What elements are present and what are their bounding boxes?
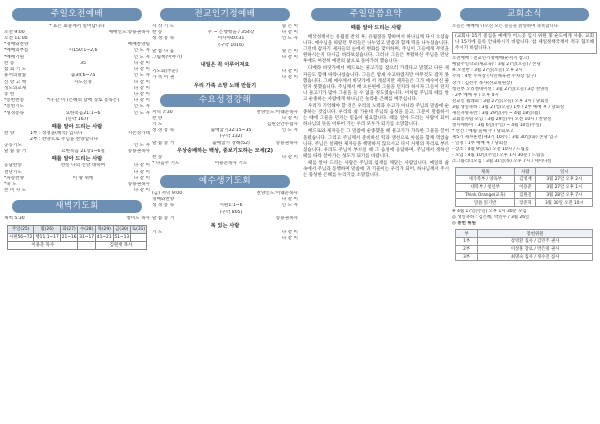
table-cell [131, 233, 147, 241]
table-cell: 김원재 목사 [95, 241, 146, 249]
table-cell: 김원진 [515, 191, 536, 199]
table-cell: 부 [456, 230, 478, 238]
dawn-leader: 창미도 목사 [126, 216, 150, 222]
order-row: 성도의교제 다 같 이 [4, 85, 150, 91]
table-cell: 3월 28일 오후 7시 [536, 191, 593, 199]
dawn-prayer-header: 새벽기도회 [12, 200, 142, 213]
friday-order [152, 197, 298, 222]
family-order [152, 24, 298, 61]
table-cell: 장영환 집사 / 김민주 권사 [478, 238, 593, 246]
table-cell: 목(29) [95, 225, 113, 233]
table-cell: 31~17 [79, 234, 95, 240]
order-row: *성경봉독 요한복음21:1~6 인 도 자 [4, 110, 150, 116]
order-of-service [4, 42, 150, 116]
news-item: 3월 생일축하 : 3월 27일(오늘) 1부 / 2부 예배 후 / 당회실 [452, 104, 565, 110]
sermon-summary-column [303, 8, 449, 180]
wednesday-after [152, 155, 298, 167]
table-cell: 금(30) [113, 225, 131, 233]
news-item: 오전예배 : 전교인기정예배(순서지 참고) [452, 56, 529, 62]
table-cell: 51~13 [114, 234, 130, 240]
friday-title: 복 있는 사람 [210, 223, 240, 230]
sermon-row: 말 씀 증 거 요한복음 21장1~6절 송용권목사 [4, 149, 150, 155]
table-cell: 3월 27일 오후 2시 [536, 175, 593, 183]
order-row: 찬 양 다 같 이 [152, 115, 298, 121]
table-cell: 김영재 [515, 175, 536, 183]
order-row: *예배기원 인 도 자 [4, 54, 150, 60]
church-news-header: 교회소식 [460, 8, 589, 21]
order-row: *경배와찬양 예배찬양팀 [4, 42, 150, 48]
order-row: 찬 송 35 다 같 이 [4, 60, 150, 66]
order-row: *봉헌기도 인 도 자 [4, 104, 150, 110]
sermon-title-upper: 때를 알아 드리는 사람 [51, 123, 103, 130]
table-cell: 행11:1~17 [35, 235, 59, 241]
anthem-label: 찬 양 [4, 130, 15, 136]
summary-paragraph: 우리가 기억해야 할 것은 우리의 노력과 수고가 아니라 주님의 말씀에 순종하는 것입니다. 우리의 삶 가운데 주님의 음성을 듣고, 그분이 말씀하시는 때에 그물을 던지는 믿음이 필요합니다. 때를 알아 드리는 사람이 되어 하나님의 뜻을 이루어 가는 우리 모두가 되기를 소망합니다. [303, 104, 449, 128]
table-cell: 3월 30일 오전 10시 [536, 199, 593, 207]
order-row: 성 경 봉 독 출애굽기32:15~35 인 도 자 [152, 128, 298, 134]
anthem-line-1: 1부 : 성경을(해석) 입니다 [30, 130, 83, 136]
order-row: 신 앙 고 백 사도신경 다 같 이 [4, 79, 150, 85]
table-cell: 토(31) [131, 227, 146, 233]
choir-name: 시온성가대 [127, 130, 150, 136]
wednesday-order [152, 116, 298, 147]
order-row: 응답찬송 찬송 나의 신앙 대하여 다 같 이 [4, 163, 150, 169]
table-cell: 41~21 [96, 234, 112, 240]
table-cell: 장준혁 [515, 199, 536, 207]
news-item: 새신자양육반 : 3월 29일(수) ~ 4월 18일(월) [452, 110, 541, 116]
wednesday-header: 수요성경강해 [160, 94, 290, 107]
order-row: 말 씀 증 거 출애굽기 강해(52) 송용권목사 [152, 140, 298, 146]
order-row: 봉 헌 다 같 이 [4, 91, 150, 97]
family-note: 우리 가족 소망 노래 만들기 [193, 82, 257, 89]
summary-paragraph: 베삭성께서는 유월절 잔치 후, 유월절을 향하여서 하나님께 다시 오셨습니다. 예수님을 따랐던 무리들은 나누었고 말씀과 함께 떡을 나누셨습니다. 그런데 갑자기 제자들의 눈에서 변화를 맞이하며, 주님이 그들에게 무엇을 원하시는지 다시금 바라보셨습니다. 그러나 그들은 부활하신 주님을 만난 후에도 여전히 예전의 삶으로 돌아가려 했습니다. [303, 35, 449, 65]
table-cell: 2부 [456, 245, 478, 253]
friday-header: 예수생기도회 [160, 175, 290, 188]
table-row [456, 175, 593, 183]
table-cell: 일시 [536, 168, 593, 176]
news-items [452, 56, 597, 165]
table-cell: 1부 [456, 238, 478, 246]
order-row: 결단기도 다 같 이 [4, 169, 150, 175]
table-cell: 3부 [456, 253, 478, 261]
service-time-2: 오전 11:00 [4, 36, 28, 42]
order-row: 성 경 봉 독 시편1:1~6 인 도 자 [152, 203, 298, 209]
table-cell [78, 241, 96, 249]
order-row: * 다음주 기도 이용준목사 기도 [152, 160, 248, 166]
news-item: ※ 오전반 : 3월 27일(오늘) 오후 2시 [452, 68, 523, 74]
wednesday-leader: 찬양인도:이웨준목사 [256, 109, 298, 115]
news-item: 교회봉사팀 모임 : 3월 29일(수) 오전 10시 / 찬양실 [452, 116, 552, 122]
morning-worship-header: 주일오전예배 [12, 8, 142, 21]
table-row [456, 183, 593, 191]
order-row: *예배의부름 시150:1~2,6 인 도 자 [4, 48, 150, 54]
summary-paragraph: 베드로와 제자들은 그 말씀에 순종했을 때 물고기가 가득한 그물을 끌어올렸습니다. 그리고 주님께서 준비하신 떡과 생선으로 아침을 함께 먹었습니다. 주님은 실패한 제자들을 책망하지 않으시고 다시 사명의 자리로 부르셨습니다. 우리도 주님이 부르실 때 그 음성에 응답하며, 주님께서 정하신 때를 따라 살아가는 성도가 되기를 바랍니다. [303, 129, 449, 159]
order-row: 다 같 이 [281, 236, 298, 242]
service-time-1: 오전 9:00 [4, 30, 25, 36]
summary-paragraph: 디베랴 바닷가에서 베드로는 물고기를 잡으러 가겠다고 말했고 다른 제자들도 함께 따라나섰습니다. 그들은 밤새 수고하였지만 아무것도 잡지 못했습니다. 그때 예수께서 바닷가에 서 계셨지만 제자들은 그가 예수이신 줄 알지 못했습니다. 주님께서 배 오른편에 그물을 던지라 하시자 그들이 던지니 물고기가 많아 그물을 들 수 없을 정도였습니다. 이처럼 주님의 때를 알고 순종하는 사람에게 하나님은 놀라운 은혜를 베푸십니다. [303, 66, 449, 102]
news-item: 제5기 제자훈련(제3기 10주) : 3월 30일(화) 본당 입구 [452, 134, 558, 140]
order-row: 그림책(이야기) 다 같 이 [152, 55, 298, 61]
order-row: 용서의말씀 출34:6~7a 인 도 자 [4, 73, 150, 79]
table-row [456, 253, 593, 261]
summary-title: 때를 알아 드리는 사람 [350, 25, 402, 31]
table-cell: 사람 [515, 168, 536, 176]
family-worship-header: 전교인기정예배 [160, 8, 290, 21]
stand-note: * 표는 회중께서 일어납니다 [49, 24, 105, 29]
table-cell: Think Orange(교육) [456, 191, 515, 199]
table-cell: 이용준 목사 [8, 241, 78, 249]
news-item: 상가 : 김선주 목사(선교위원장) [452, 80, 512, 86]
friday-leader: 찬양인도:이웨준목사 [256, 191, 298, 197]
news-item: 전교인 월례회 : 3월 27일(오늘) 오후 3시 / 당회실 [452, 98, 549, 104]
news-item: * 안건 : 매월 둘째 주 / 당회보고 [452, 128, 514, 134]
table-cell: 수(28) [78, 225, 96, 233]
news-intro: 오늘은 예배에 나오신 모든 분들을 환영하며 축복합니다. [452, 24, 560, 29]
news-item: 소그룹리더모임 : 3월 31일(목) 오후 7시 / 세미나실 [452, 159, 552, 165]
worship-leader: 예배인도:송용권목사 [108, 30, 150, 36]
order-row: 말 씀 나 눔 필 은 이 [152, 48, 298, 54]
family-worship-column [152, 8, 298, 242]
summary-text [303, 35, 449, 179]
order-row: 기 도 김원진안수집사 [152, 121, 298, 127]
news-item: - 장소 : 4월 9일(토) 오전 10시 / 드림홀 [452, 147, 529, 153]
sermon-title: 때를 알아 드리는 사람 [51, 156, 103, 163]
dawn-time: 새벽 5:30 [4, 216, 25, 222]
notice-box: (교회나 15기 중심을 예배가 어느곳 입시 위원 및 순도에게 사용, 교회나 15기에 등록 안내하시기 바랍니다. 참 제일정책국께서 적극 협조해 주시기 바랍니다.) [452, 32, 597, 54]
order-row: (구약 1016) [218, 42, 244, 48]
order-row: (구약 805) [219, 209, 243, 215]
offering-header: ◎ 봉헌 위원 [452, 221, 476, 227]
friday-time: (금) 저녁 9:00 [152, 191, 183, 197]
meeting-table [455, 167, 593, 207]
anthem-line-2: 2부 : 찬양으로 주님을 찬양합니다 [30, 136, 99, 142]
summary-paragraph: 때를 알아 드리는 사람은 주님의 임재를 깨닫는 사람입니다. 매일의 삶 속에서 주님과 동행하며 말씀에 귀 기울이는 우리가 되어, 하나님께서 주시는 풍성한 은혜를 누리기를 소망합니다. [303, 160, 449, 179]
table-cell: 3월 27일 오후 1시 [536, 183, 593, 191]
table-row [456, 191, 593, 199]
news-item: - 일정 : 1부 예배 후 / 당회실 [452, 140, 508, 146]
news-item: 주차 : 4번 주차장 (시민체육관 주차장 입구) [452, 74, 536, 80]
table-cell: 화(27) [60, 225, 78, 233]
table-cell: 21~16 [61, 234, 77, 240]
order-row: *축 도 송용권목사 [4, 182, 150, 188]
table-row [456, 245, 593, 253]
order-row: 성 경 봉 독 이사야40:31 인 도 자 [152, 36, 298, 42]
table-row [456, 238, 593, 246]
order-row: 찬 송 주 ~ 은행행을 / 354장 다 같 이 [152, 30, 298, 36]
closing-order [4, 163, 150, 194]
table-cell: 봉헌위원 [478, 230, 593, 238]
wednesday-title: 우상숭배하는 백성, 중보기도하는 모세(2) [177, 147, 273, 154]
offering-table [455, 229, 593, 261]
order-row: (구약 132) [219, 134, 243, 140]
birthday-note: ◎ 생일축하 : 김은혜, 박민수 / 3월 26일 [452, 215, 530, 221]
table-cell: 최명숙 집사 / 정수진 집사 [478, 253, 593, 261]
prayer-row: 공동기도 인 도 자 [4, 143, 150, 148]
news-item: 예닮주일학교(새교육) : 3월 27일(오늘) / 본당 [452, 62, 541, 68]
order-row: 찬 송 다 같 이 [152, 154, 298, 160]
morning-worship-column [4, 8, 150, 252]
table-row [456, 199, 593, 207]
order-row: 찬 미 사 도 다 같 이 [4, 188, 150, 194]
sermon-summary-header: 주일말씀요약 [311, 8, 441, 21]
family-order-2 [152, 69, 298, 81]
order-row: 사 작 기 도 필 은 이 [152, 24, 298, 29]
order-row: 참 회 기 도 다 같 이 [4, 67, 150, 73]
order-row: 기 도 다 같 이 [152, 230, 298, 236]
table-cell: 이용준 [515, 183, 536, 191]
news-item: 청년부 오리엔테이션 : 3월 27일(오늘) 3층 찬양실 [452, 86, 549, 92]
table-note: ※ 4월 17일(주일) 오후 1시 30분 모임 [452, 209, 527, 215]
table-cell: 제목 [456, 168, 515, 176]
order-row: *봉헌찬송 *다 같 이 (은혜의 날에 장로 봉독은) 다 같 이 [4, 98, 150, 104]
table-cell: 주일(25) [8, 225, 34, 233]
table-cell: 새가족부 / 양육부 [456, 175, 515, 183]
order-row: *파송찬양 이 땅 위에 다 같 이 [4, 175, 150, 181]
family-mid-title: 내일은 꼭 이루어져요 [200, 62, 250, 69]
order-row: 말 씀 증 거 송용권목사 [152, 215, 298, 221]
news-item: - 모임 : 4월 10일(주일) 오후 1시 30분 / 드림홀 [452, 153, 545, 159]
dawn-schedule-table [7, 225, 147, 250]
table-cell: 대학부 / 청년부 [456, 183, 515, 191]
order-row: 가 족 이 권 다 같 이 [152, 75, 298, 81]
order-row: 기도회(추준) 다 같 이 [152, 69, 298, 75]
wednesday-time: 저녁 7:30 [152, 109, 173, 115]
church-news-column [452, 8, 597, 263]
table-cell: 이상훈 장로 / 박은영 권사 [478, 245, 593, 253]
order-row: 경배와찬양 다 같 이 [152, 197, 298, 203]
table-cell: 말씀 읽기반 [456, 199, 515, 207]
page-ref: (신약 167) [65, 116, 89, 122]
friday-after [152, 230, 298, 242]
news-item: - 2부 예배 후 / 오후 4시 [452, 92, 499, 98]
news-item: 청시에바이 : 3월 6일(주일) ~ 4월 10일(주일) [452, 122, 542, 128]
table-cell: 월(26) [34, 225, 60, 233]
table-cell: 시편56~72 [9, 235, 33, 241]
